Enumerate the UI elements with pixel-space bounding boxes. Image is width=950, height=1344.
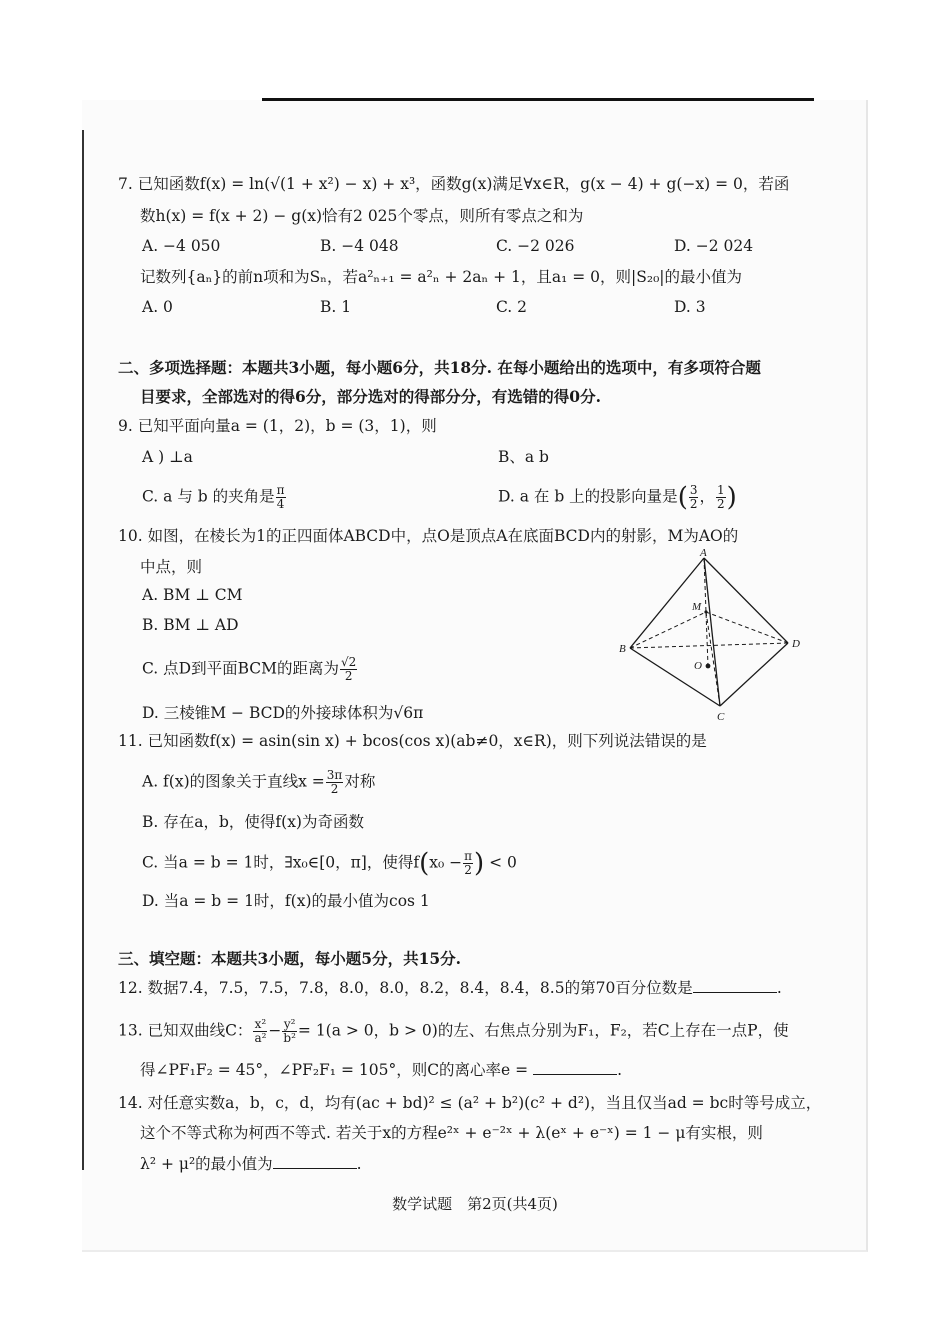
q10-option-b: B. BM ⊥ AD bbox=[142, 616, 239, 634]
label-a: A bbox=[700, 548, 707, 559]
q9-option-b: B、a b bbox=[498, 448, 549, 466]
q11-option-b: B. 存在a，b，使得f(x)为奇函数 bbox=[142, 813, 364, 831]
label-b: B bbox=[619, 643, 626, 655]
section2-heading-cont: 目要求，全部选对的得6分，部分选对的得部分分，有选错的得0分. bbox=[140, 387, 601, 406]
q7-option-d: D. −2 024 bbox=[674, 237, 754, 255]
edge-cd bbox=[720, 643, 788, 706]
label-c: C bbox=[717, 711, 725, 723]
q8-option-d: D. 3 bbox=[674, 298, 706, 316]
q9-stem: 9. 已知平面向量a = (1，2)，b = (3，1)，则 bbox=[118, 417, 437, 435]
q14-line3: λ² + μ²的最小值为 . bbox=[140, 1155, 362, 1173]
margin-rule bbox=[82, 130, 84, 1170]
edge-bc bbox=[630, 648, 720, 706]
q14-answer-blank bbox=[273, 1154, 357, 1169]
label-o: O bbox=[694, 660, 702, 672]
q10-option-a: A. BM ⊥ CM bbox=[142, 586, 243, 604]
q7-option-c: C. −2 026 bbox=[496, 237, 575, 255]
q7-option-a: A. −4 050 bbox=[142, 237, 221, 255]
q12-text: 12. 数据7.4，7.5，7.5，7.8，8.0，8.0，8.2，8.4，8.4，8.5的第70百分位数是 . bbox=[118, 979, 782, 997]
q8-option-b: B. 1 bbox=[320, 298, 352, 316]
q9-option-c: C. a 与 b 的夹角是 $\frac{\pi}{4}$ bbox=[142, 483, 285, 511]
section2-heading: 二、多项选择题：本题共3小题，每小题6分，共18分. 在每小题给出的选项中，有多项符合题 bbox=[118, 358, 761, 377]
label-m: M bbox=[692, 601, 702, 613]
q9-option-d: D. a 在 b 上的投影向量是( $\frac{3}{2}$ ， $\frac{1}{2}$ ) bbox=[498, 482, 737, 513]
point-m bbox=[704, 610, 707, 613]
q13-line1: 13. 已知双曲线C： $\frac{\text{x²}}{\text{a²}}$ − $\frac{\text{y²}}{\text{b²}}$ = 1(a > 0，b > 0)的左、右焦点分别为F₁，F₂，若C上存在一点P，使 bbox=[118, 1017, 789, 1045]
edge-bd-hidden bbox=[630, 643, 788, 648]
segment-dm bbox=[706, 612, 788, 643]
q14-line1: 14. 对任意实数a，b，c，d，均有(ac + bd)² ≤ (a² + b²)(c² + d²)，当且仅当ad = bc时等号成立， bbox=[118, 1094, 822, 1112]
q11-option-a: A. f(x)的图象关于直线x = $\frac{3\pi}{2}$ 对称 bbox=[142, 768, 376, 796]
q11-option-d: D. 当a = b = 1时，f(x)的最小值为cos 1 bbox=[142, 892, 430, 910]
page-footer: 数学试题 第2页(共4页) bbox=[392, 1195, 558, 1213]
q13-answer-blank bbox=[533, 1060, 617, 1075]
q14-line2: 这个不等式称为柯西不等式. 若关于x的方程e²ˣ + e⁻²ˣ + λ(eˣ + e⁻ˣ) = 1 − μ有实根，则 bbox=[140, 1124, 763, 1142]
edge-ac bbox=[704, 558, 720, 706]
q9-option-a: A ) ⊥a bbox=[142, 448, 193, 466]
segment-bm bbox=[630, 612, 706, 648]
tetrahedron-figure bbox=[616, 548, 816, 723]
q10-option-d: D. 三棱锥M − BCD的外接球体积为√6π bbox=[142, 704, 424, 722]
q10-option-c: C. 点D到平面BCM的距离为 $\frac{√2}{2}$ bbox=[142, 655, 357, 683]
q11-option-c: C. 当a = b = 1时，∃x₀∈[0，π]，使得f(x₀ − $\frac{\pi}{2}$ ) < 0 bbox=[142, 848, 517, 879]
q8-line1: 记数列{aₙ}的前n项和为Sₙ，若a²ₙ₊₁ = a²ₙ + 2aₙ + 1，且a₁ = 0，则|S₂₀|的最小值为 bbox=[140, 268, 743, 286]
q10-line2: 中点，则 bbox=[140, 558, 203, 576]
q10-line1: 10. 如图，在棱长为1的正四面体ABCD中，点O是顶点A在底面BCD内的射影，M为AO的 bbox=[118, 527, 739, 545]
q13-line2: 得∠PF₁F₂ = 45°，∠PF₂F₁ = 105°，则C的离心率e = . bbox=[140, 1061, 623, 1079]
label-d: D bbox=[792, 638, 800, 650]
q7-line2: 数h(x) = f(x + 2) − g(x)恰有2 025个零点，则所有零点之和为 bbox=[140, 207, 584, 225]
q8-option-c: C. 2 bbox=[496, 298, 528, 316]
point-o bbox=[706, 664, 711, 669]
q7-line1: 7. 已知函数f(x) = ln(√(1 + x²) − x) + x³，函数g(x)满足∀x∈R，g(x − 4) + g(−x) = 0，若函 bbox=[118, 175, 790, 193]
q7-option-b: B. −4 048 bbox=[320, 237, 399, 255]
section3-heading: 三、填空题：本题共3小题，每小题5分，共15分. bbox=[118, 949, 462, 968]
edge-ad bbox=[704, 558, 788, 643]
top-rule bbox=[262, 98, 814, 101]
q12-answer-blank bbox=[693, 978, 777, 993]
q8-option-a: A. 0 bbox=[142, 298, 173, 316]
q11-stem: 11. 已知函数f(x) = asin(sin x) + bcos(cos x)(ab≠0，x∈R)，则下列说法错误的是 bbox=[118, 732, 707, 750]
